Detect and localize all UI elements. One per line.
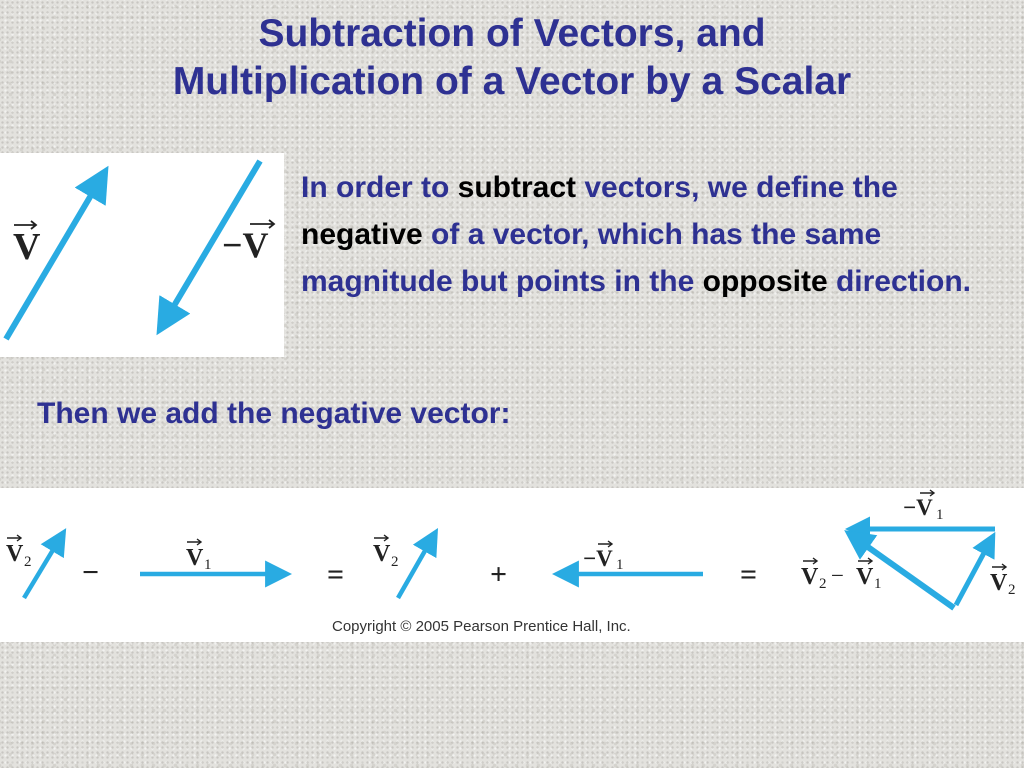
result-v2-sub: 2	[819, 576, 827, 592]
label-v2-first-sub: 2	[24, 554, 32, 570]
keyword-subtract: subtract	[457, 171, 577, 204]
slide-title-line-2: Multiplication of a Vector by a Scalar	[172, 60, 852, 103]
para-part-3: of a vector, which has the same magnitude but points in the	[301, 218, 882, 298]
para-part-1: In order to	[301, 171, 458, 204]
label-v2-second-v: V	[373, 541, 391, 567]
triangle-label-negative-v1	[903, 490, 944, 523]
label-v2-first	[6, 535, 32, 570]
plus-sign: +	[490, 558, 508, 591]
triangle-neg-v1-v: −V	[903, 495, 933, 520]
arrow-v2-second	[398, 535, 434, 598]
label-negative-v	[222, 220, 274, 265]
triangle-neg-v1-sub: 1	[936, 507, 944, 523]
label-negative-v1	[583, 541, 624, 573]
label-v2-first-v: V	[6, 541, 24, 567]
keyword-opposite: opposite	[702, 265, 828, 298]
para-part-2: vectors, we define the	[576, 171, 898, 204]
keyword-negative: negative	[301, 218, 423, 251]
label-v2-second	[373, 535, 399, 570]
label-negative-v-text: −V	[222, 225, 269, 265]
label-negative-v1-sub: 1	[616, 557, 624, 573]
triangle-label-v2	[990, 564, 1016, 598]
slide-title-line-1: Subtraction of Vectors, and	[258, 12, 766, 55]
figure-bottom-copyright: Copyright © 2005 Pearson Prentice Hall, Inc.	[332, 618, 631, 635]
slide-title	[0, 10, 1024, 106]
figure-v-svg	[0, 153, 284, 357]
result-v1-v: V	[856, 564, 874, 590]
minus-sign: −	[82, 556, 100, 589]
figure-v-and-negative-v	[0, 153, 284, 357]
para-part-4: direction.	[827, 265, 971, 298]
triangle-v2-v: V	[990, 570, 1008, 596]
label-v1-v: V	[186, 545, 204, 571]
result-v1-sub: 1	[874, 576, 882, 592]
triangle-arrow-v2	[956, 538, 992, 605]
triangle-v2-sub: 2	[1008, 582, 1016, 598]
label-v-text: V	[13, 226, 41, 268]
result-v2-v: V	[801, 564, 819, 590]
label-v1-sub: 1	[204, 557, 212, 573]
equals-sign-1: =	[327, 558, 345, 591]
label-v2-second-sub: 2	[391, 554, 399, 570]
equals-sign-2: =	[740, 558, 758, 591]
then-text: Then we add the negative vector:	[37, 397, 511, 430]
label-v	[13, 221, 41, 268]
label-v1	[186, 539, 212, 573]
label-result-v2-minus-v1	[801, 558, 882, 592]
definition-paragraph	[301, 164, 1016, 305]
result-minus: −	[831, 563, 844, 588]
label-negative-v1-v: −V	[583, 546, 613, 571]
